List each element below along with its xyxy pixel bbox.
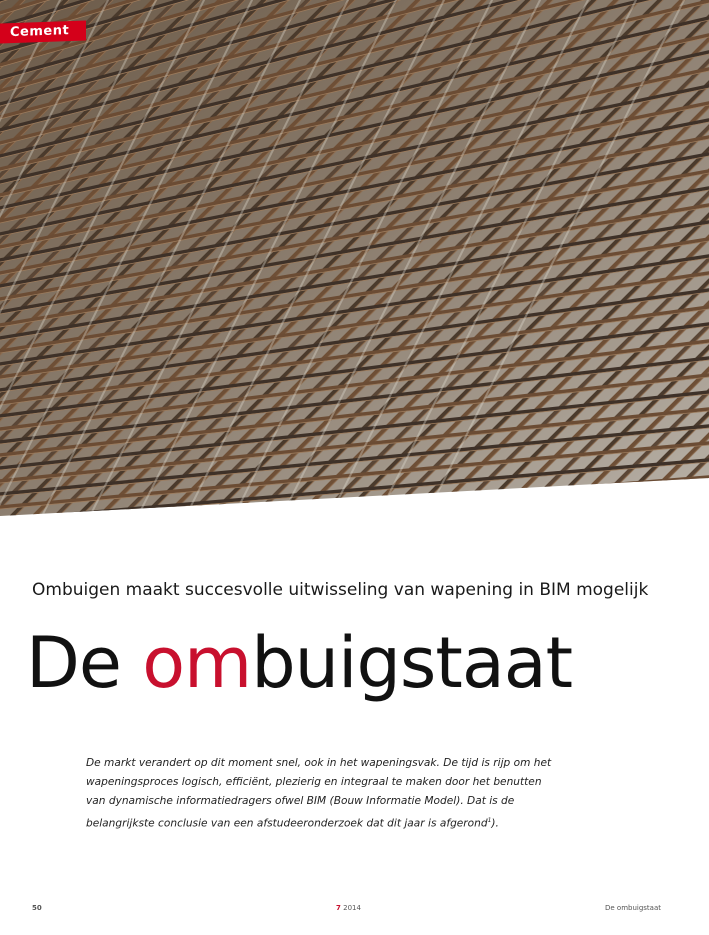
magazine-logo: Cement [0,20,86,43]
page-footer [0,902,709,916]
intro-footnote: 1 [487,817,492,824]
rebar [0,513,709,520]
title-part-2: buigstaat [251,622,573,704]
article-intro [86,754,556,834]
intro-end: ). [491,817,499,830]
article-title [26,618,572,708]
page-number: 50 [32,904,42,912]
intro-text: De markt verandert op dit moment snel, ook in het wapeningsvak. De tijd is rijp om het wapeningsproces logisch, efficiënt, plezierig en integraal te maken door het benutten van dynamische informatiedragers ofwel BIM (Bouw Informatie Model). Dat is de belangrijkste conclusie van een afstudeeronderzoek dat dit jaar is afgerond [86,757,552,830]
rebar [0,511,709,520]
article-subtitle: Ombuigen maakt succesvolle uitwisseling van wapening in BIM mogelijk [32,580,649,600]
issue-number: 7 [336,904,341,912]
title-accent: om [142,622,252,704]
section-name: De ombuigstaat [604,904,661,912]
title-part-1: De [26,622,143,704]
issue-label [336,904,361,912]
issue-year: 2014 [343,904,361,912]
